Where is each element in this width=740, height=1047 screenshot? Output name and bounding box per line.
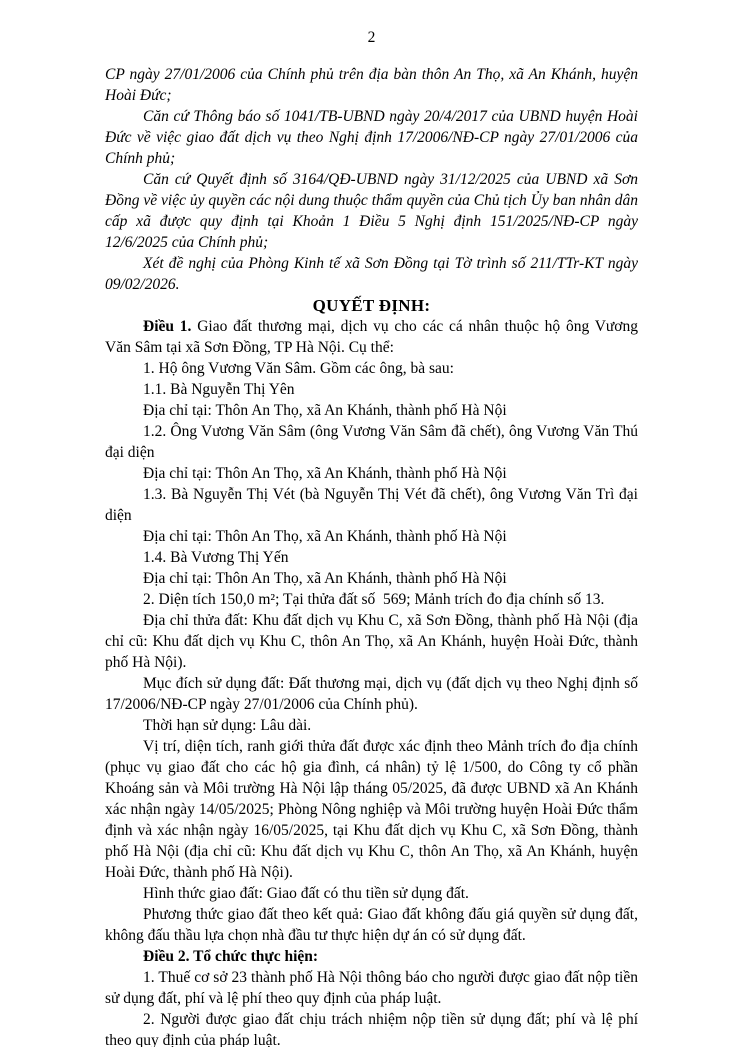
household-list-intro: 1. Hộ ông Vương Văn Sâm. Gồm các ông, bà sau: [143, 360, 454, 377]
parcel-location-determination: Vị trí, diện tích, ranh giới thửa đất được xác định theo Mảnh trích đo địa chính (phục vụ giao đất cho các hộ gia đình, cá nhân) tỷ lệ 1/500, do Công ty cổ phần Khoáng sản và Môi trường Hà Nội lập tháng 05/2025, đã được UBND xã An Khánh xác nhận ngày 14/05/2025; Phòng Nông nghiệp và Môi trường huyện Hoài Đức thẩm định và xác nhận ngày 16/05/2025, tại Khu đất dịch vụ Khu C, xã Sơn Đồng, thành phố Hà Nội (địa chỉ cũ: Khu đất dịch vụ Khu C, thôn An Thọ, xã An Khánh, huyện Hoài Đức, thành phố Hà Nội). [105, 738, 638, 881]
land-use-term: Thời hạn sử dụng: Lâu dài. [143, 717, 312, 734]
allocation-form: Hình thức giao đất: Giao đất có thu tiền sử dụng đất. [143, 885, 469, 902]
preamble-paragraph-basis-1: Căn cứ Thông báo số 1041/TB-UBND ngày 20/4/2017 của UBND huyện Hoài Đức về việc giao đất dịch vụ theo Nghị định 17/2006/NĐ-CP ngày 27/01/2006 của Chính phủ; [105, 108, 638, 167]
article-2-label: Điều 2. Tổ chức thực hiện: [143, 948, 319, 965]
member-1-2: 1.2. Ông Vương Văn Sâm (ông Vương Văn Sâm đã chết), ông Vương Văn Thú đại diện [105, 423, 638, 461]
member-1-4: 1.4. Bà Vương Thị Yến [143, 549, 289, 566]
article-1-label: Điều 1. [143, 318, 192, 335]
member-1-1-address: Địa chỉ tại: Thôn An Thọ, xã An Khánh, thành phố Hà Nội [143, 402, 507, 419]
article-1-text: Giao đất thương mại, dịch vụ cho các cá nhân thuộc hộ ông Vương Văn Sâm tại xã Sơn Đồng, TP Hà Nội. Cụ thể: [105, 318, 639, 356]
article-2-heading [105, 946, 638, 967]
member-1-3: 1.3. Bà Nguyễn Thị Vét (bà Nguyễn Thị Vét đã chết), ông Vương Văn Trì đại diện [105, 486, 638, 524]
parcel-address: Địa chỉ thửa đất: Khu đất dịch vụ Khu C, xã Sơn Đồng, thành phố Hà Nội (địa chỉ cũ: Khu đất dịch vụ Khu C, thôn An Thọ, xã An Khánh, huyện Hoài Đức, thành phố Hà Nội). [105, 612, 638, 671]
preamble-paragraph-basis-2: Căn cứ Quyết định số 3164/QĐ-UBND ngày 31/12/2025 của UBND xã Sơn Đồng về việc ủy quyền các nội dung thuộc thẩm quyền của Chủ tịch Ủy ban nhân dân cấp xã được quy định tại Khoản 1 Điều 5 Nghị định 151/2025/NĐ-CP ngày 12/6/2025 của Chính phủ; [105, 171, 638, 251]
member-1-1: 1.1. Bà Nguyễn Thị Yên [143, 381, 295, 398]
page-number: 2 [367, 29, 376, 46]
member-1-2-address: Địa chỉ tại: Thôn An Thọ, xã An Khánh, thành phố Hà Nội [143, 465, 507, 482]
decision-heading: QUYẾT ĐỊNH: [312, 296, 431, 315]
preamble-paragraph-proposal: Xét đề nghị của Phòng Kinh tế xã Sơn Đồng tại Tờ trình số 211/TTr-KT ngày 09/02/2026. [105, 255, 638, 293]
allocation-method: Phương thức giao đất theo kết quả: Giao đất không đấu giá quyền sử dụng đất, không đấu thầu lựa chọn nhà đầu tư thực hiện dự án có sử dụng đất. [105, 906, 638, 944]
article-2-item-2: 2. Người được giao đất chịu trách nhiệm nộp tiền sử dụng đất; phí và lệ phí theo quy định của pháp luật. [105, 1011, 638, 1047]
member-1-4-address: Địa chỉ tại: Thôn An Thọ, xã An Khánh, thành phố Hà Nội [143, 570, 507, 587]
land-use-purpose: Mục đích sử dụng đất: Đất thương mại, dịch vụ (đất dịch vụ theo Nghị định số 17/2006/NĐ-CP ngày 27/01/2006 của Chính phủ). [105, 675, 638, 713]
preamble-paragraph-continuation: CP ngày 27/01/2006 của Chính phủ trên địa bàn thôn An Thọ, xã An Khánh, huyện Hoài Đức; [105, 66, 638, 104]
parcel-area-info: 2. Diện tích 150,0 m²; Tại thửa đất số 569; Mảnh trích đo địa chính số 13. [143, 591, 605, 608]
article-1-heading [105, 316, 638, 358]
article-2-item-1: 1. Thuế cơ sở 23 thành phố Hà Nội thông báo cho người được giao đất nộp tiền sử dụng đất, phí và lệ phí theo quy định của pháp luật. [105, 969, 638, 1007]
member-1-3-address: Địa chỉ tại: Thôn An Thọ, xã An Khánh, thành phố Hà Nội [143, 528, 507, 545]
